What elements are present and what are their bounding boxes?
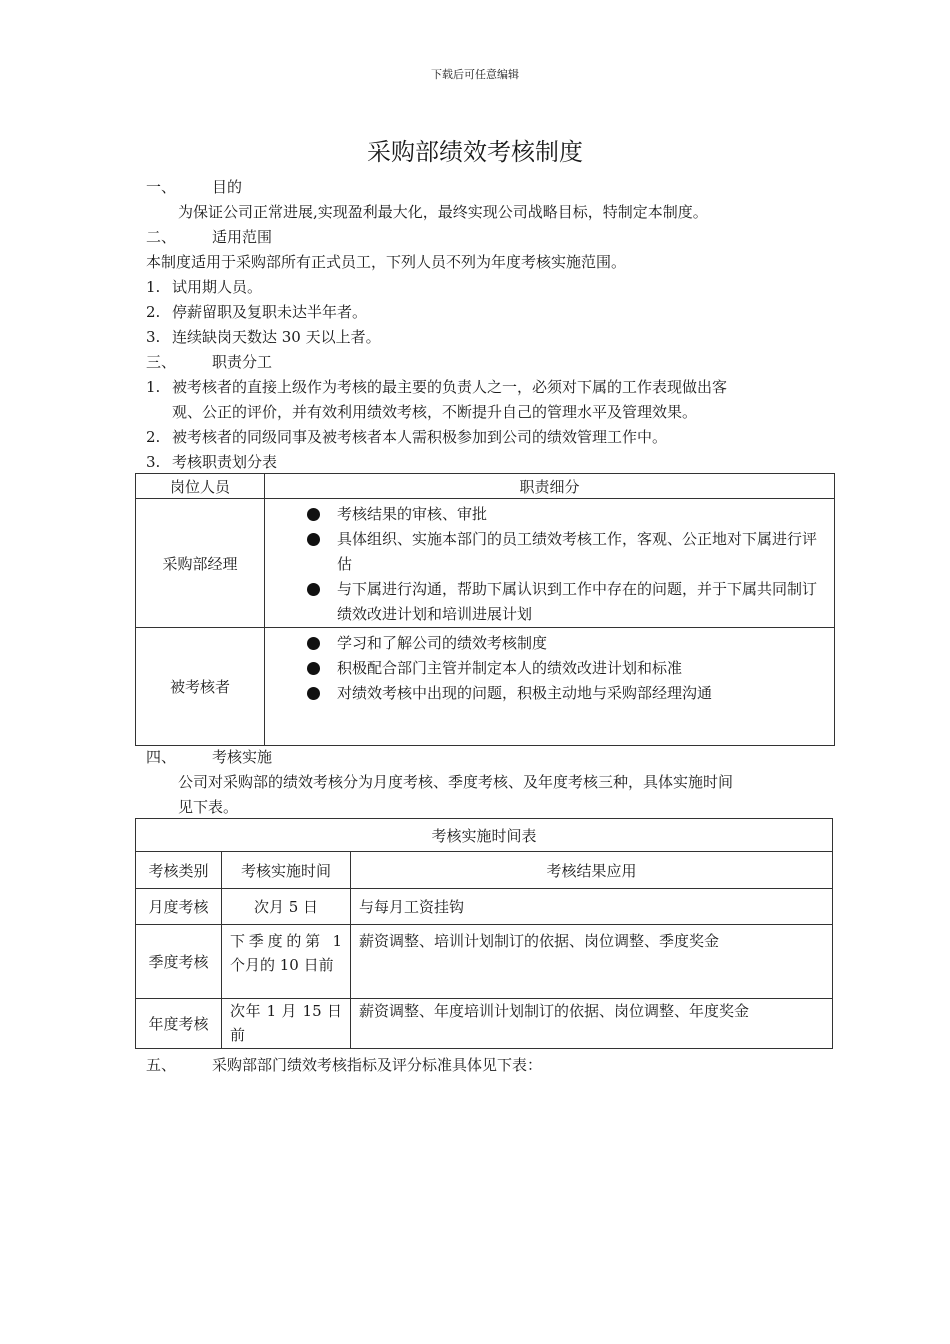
section-4-body: 公司对采购部的绩效考核分为月度考核、季度考核、及年度考核三种，具体实施时间 [178, 773, 734, 791]
list-number: 2. [146, 303, 161, 321]
table-row [136, 499, 835, 628]
section-1-heading [146, 176, 242, 197]
list-text: 被考核者的同级同事及被考核者本人需积极参加到公司的绩效管理工作中。 [172, 428, 668, 446]
bullet-text: 积极配合部门主管并制定本人的绩效改进计划和标准 [337, 659, 683, 677]
list-item [146, 326, 381, 347]
time-line: 次年 1 月 15 日 [230, 1002, 342, 1020]
duty-table [135, 473, 835, 746]
bullet-item [307, 577, 828, 627]
time-line: 前 [230, 1026, 246, 1044]
section-4-heading [146, 746, 272, 767]
bullet-item [307, 527, 828, 577]
list-text: 连续缺岗天数达 30 天以上者。 [172, 328, 381, 346]
section-2-heading [146, 226, 272, 247]
section-number: 二、 [146, 228, 177, 246]
bullet-text: 考核结果的审核、审批 [337, 505, 488, 523]
list-number: 2. [146, 428, 161, 446]
table-caption: 考核实施时间表 [136, 819, 833, 852]
bullet-item [307, 502, 828, 527]
list-number: 3. [146, 328, 161, 346]
schedule-table [135, 818, 833, 1049]
bullet-text: 学习和了解公司的绩效考核制度 [337, 634, 548, 652]
use-cell: 薪资调整、年度培训计划制订的依据、岗位调整、年度奖金 [351, 999, 833, 1049]
page-title: 采购部绩效考核制度 [367, 138, 583, 166]
list-item [146, 451, 277, 472]
bullet-icon [307, 583, 320, 596]
bullet-item [307, 656, 828, 681]
bullet-icon [307, 508, 320, 521]
table-header-cell: 考核结果应用 [351, 852, 833, 889]
time-line: 下季度的第 1 [230, 932, 342, 950]
bullet-list [265, 628, 834, 706]
list-text-continued: 观、公正的评价，并有效利用绩效考核，不断提升自己的管理水平及管理效果。 [172, 403, 698, 421]
bullet-icon [307, 533, 320, 546]
table-header-cell: 职责细分 [265, 474, 835, 499]
type-cell: 季度考核 [136, 925, 222, 999]
use-cell: 薪资调整、培训计划制订的依据、岗位调整、季度奖金 [351, 925, 833, 999]
section-1-body: 为保证公司正常进展,实现盈利最大化，最终实现公司战略目标，特制定本制度。 [178, 203, 708, 221]
section-number: 一、 [146, 178, 177, 196]
bullet-icon [307, 662, 320, 675]
table-header-cell: 岗位人员 [136, 474, 265, 499]
list-number: 1. [146, 278, 161, 296]
list-item [146, 276, 262, 297]
section-number: 三、 [146, 353, 177, 371]
section-2-intro: 本制度适用于采购部所有正式员工，下列人员不列为年度考核实施范围。 [146, 253, 627, 271]
header-note: 下载后可任意编辑 [431, 68, 519, 81]
list-text: 停薪留职及复职未达半年者。 [172, 303, 368, 321]
bullet-text: 对绩效考核中出现的问题，积极主动地与采购部经理沟通 [337, 684, 713, 702]
list-item [146, 376, 727, 397]
use-cell: 与每月工资挂钩 [351, 889, 833, 925]
section-4-body-continued: 见下表。 [178, 798, 239, 816]
time-cell [222, 925, 351, 999]
list-text: 试用期人员。 [172, 278, 263, 296]
section-number: 五、 [146, 1056, 177, 1074]
table-header-row [136, 474, 835, 499]
list-text: 考核职责划分表 [172, 453, 278, 471]
role-cell: 采购部经理 [136, 499, 265, 628]
table-header-cell: 考核实施时间 [222, 852, 351, 889]
section-3-heading [146, 351, 272, 372]
section-text: 采购部部门绩效考核指标及评分标准具体见下表： [212, 1056, 543, 1074]
table-caption-row [136, 819, 833, 852]
list-number: 1. [146, 378, 161, 396]
section-number: 四、 [146, 748, 177, 766]
time-line: 个月的 10 日前 [230, 956, 334, 974]
bullet-icon [307, 637, 320, 650]
table-header-cell: 考核类别 [136, 852, 222, 889]
section-5-heading [146, 1054, 542, 1075]
table-row [136, 999, 833, 1049]
bullet-text: 具体组织、实施本部门的员工绩效考核工作，客观、公正地对下属进行评估 [337, 530, 818, 573]
list-text: 被考核者的直接上级作为考核的最主要的负责人之一，必须对下属的工作表现做出客 [172, 378, 728, 396]
duties-cell [265, 628, 835, 746]
bullet-icon [307, 687, 320, 700]
list-item [146, 301, 367, 322]
type-cell: 年度考核 [136, 999, 222, 1049]
section-title: 职责分工 [212, 353, 273, 371]
table-header-row [136, 852, 833, 889]
table-row [136, 628, 835, 746]
bullet-item [307, 631, 828, 656]
bullet-text: 与下属进行沟通，帮助下属认识到工作中存在的问题，并于下属共同制订绩效改进计划和培训进展计划 [337, 580, 818, 623]
bullet-item [307, 681, 828, 706]
table-row [136, 889, 833, 925]
list-number: 3. [146, 453, 161, 471]
time-cell: 次月 5 日 [222, 889, 351, 925]
type-cell: 月度考核 [136, 889, 222, 925]
section-title: 适用范围 [212, 228, 273, 246]
time-cell [222, 999, 351, 1049]
section-title: 考核实施 [212, 748, 273, 766]
table-row [136, 925, 833, 999]
section-title: 目的 [212, 178, 243, 196]
role-cell: 被考核者 [136, 628, 265, 746]
list-item [146, 426, 667, 447]
duties-cell [265, 499, 835, 628]
bullet-list [265, 499, 834, 627]
